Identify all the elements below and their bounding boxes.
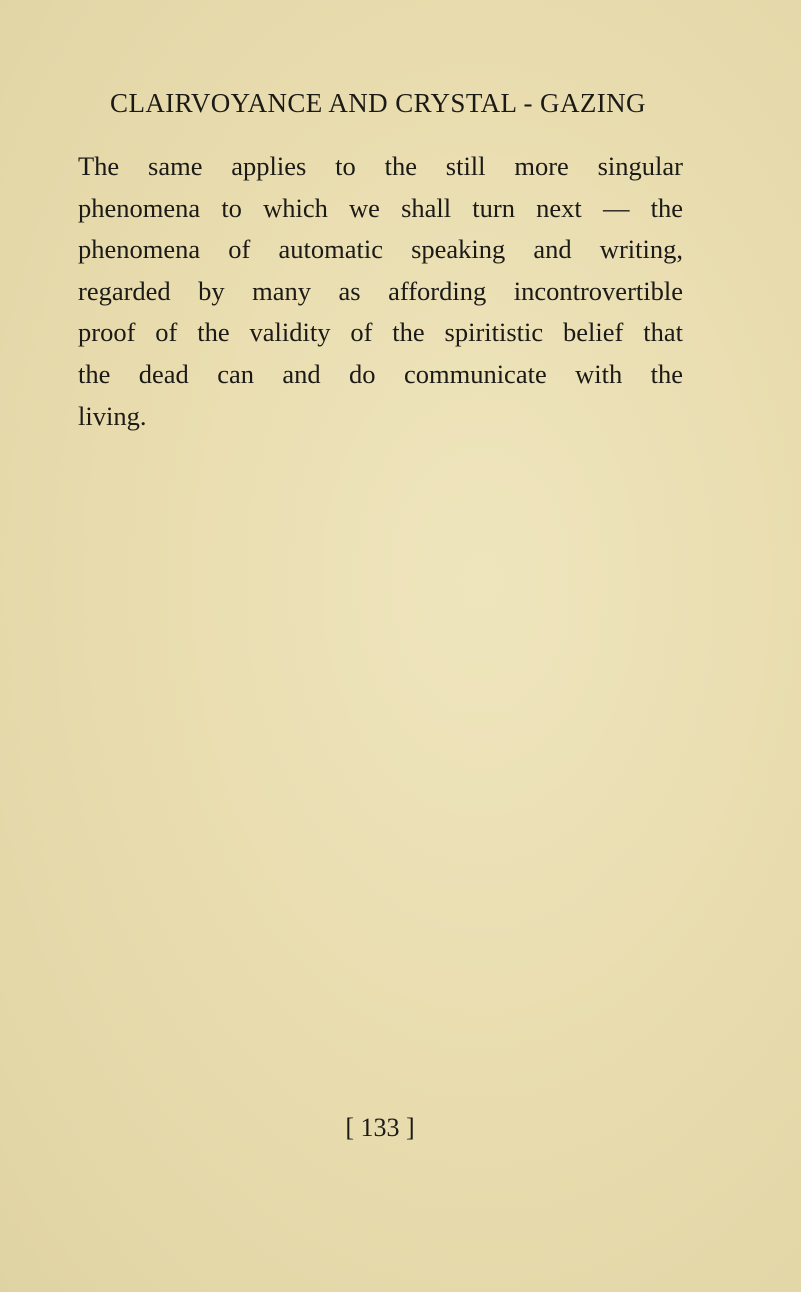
text-line: living. <box>78 400 147 431</box>
page-number: [ 133 ] <box>345 1113 415 1142</box>
text-line: phenomena to which we shall turn next — the <box>78 192 683 223</box>
text-line: regarded by many as affording incontrovertible <box>78 275 683 306</box>
text-line: the dead can and do communicate with the <box>78 358 683 389</box>
running-title: CLAIRVOYANCE AND CRYSTAL - GAZING <box>110 88 646 118</box>
text-line: The same applies to the still more singular <box>78 151 683 181</box>
text-line: phenomena of automatic speaking and writing, <box>78 234 683 265</box>
text-line: proof of the validity of the spiritistic belief that <box>78 317 683 348</box>
body-paragraph <box>78 146 683 437</box>
